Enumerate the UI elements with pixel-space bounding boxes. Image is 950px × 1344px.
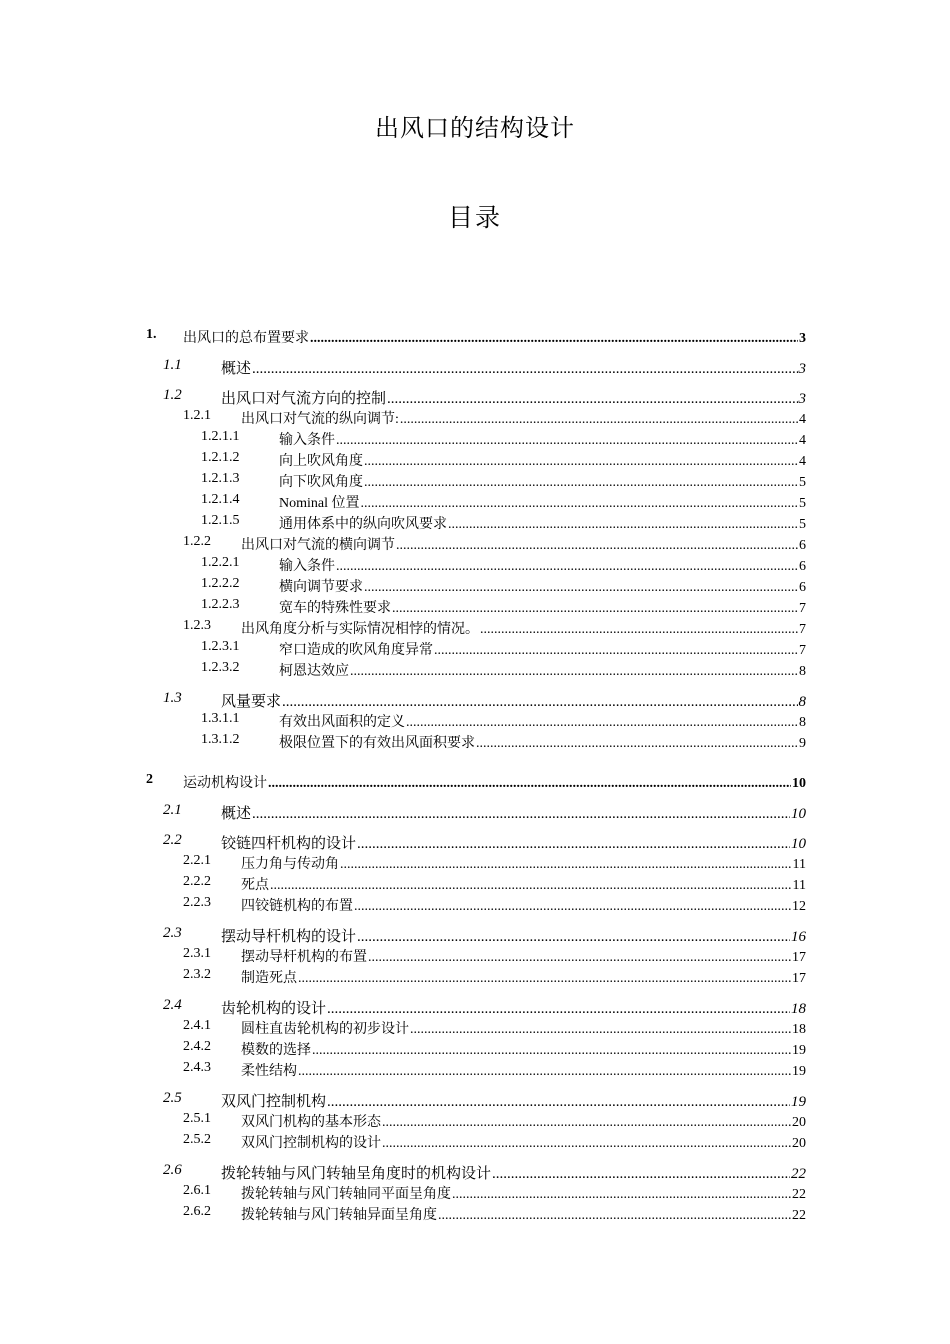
toc-entry-page-number: 19 [792,1064,806,1079]
toc-entry-page-number: 4 [799,454,806,469]
toc-entry-number: 1.2.2 [183,534,211,549]
dot-leader [364,580,798,596]
toc-entry-label: 制造死点 [241,971,297,986]
toc-entry-number: 2.3 [163,925,182,941]
toc-entry-page-number: 6 [799,580,806,595]
dot-leader [364,454,798,470]
toc-entry-page-number: 10 [792,776,806,791]
dot-leader [310,331,798,347]
dot-leader [396,538,798,554]
toc-entry-label: 横向调节要求 [279,580,363,595]
toc-entry-number: 2.2.2 [183,874,211,889]
toc-entry[interactable] [0,513,950,533]
toc-entry-label: 风量要求 [221,694,282,710]
toc-entry-number: 1. [146,327,157,342]
toc-entry[interactable] [0,1204,950,1224]
toc-entry[interactable] [0,853,950,873]
dot-leader [327,1001,790,1018]
toc-entry-number: 1.2.2.2 [201,576,240,591]
toc-entry-label: 窄口造成的吹风角度异常 [279,643,433,658]
dot-leader [410,1022,791,1038]
toc-entry-page-number: 8 [799,715,806,730]
dot-leader [252,806,790,823]
toc-entry-label: 输入条件 [279,433,335,448]
document-title: 出风口的结构设计 [375,116,575,142]
dot-leader [387,391,797,408]
dot-leader [382,1136,791,1152]
toc-entry-label: 概述 [221,806,252,822]
toc-entry-label: 概述 [221,361,252,377]
toc-entry-label: 运动机构设计 [183,776,267,791]
toc-entry-number: 1.2.1 [183,408,211,423]
toc-entry[interactable] [0,832,950,852]
toc-entry-label: 有效出风面积的定义 [279,715,405,730]
dot-leader [357,836,790,853]
toc-entry-page-number: 7 [799,643,806,658]
toc-entry[interactable] [0,534,950,554]
toc-entry-page-number: 17 [792,950,806,965]
toc-entry[interactable] [0,1060,950,1080]
toc-entry-label: 柯恩达效应 [279,664,349,679]
toc-entry[interactable] [0,387,950,407]
toc-entry-number: 2.4.1 [183,1018,211,1033]
toc-heading: 目录 [447,205,502,232]
toc-entry-label: 四铰链机构的布置 [241,899,353,914]
toc-entry-label: 双风门机构的基本形态 [241,1115,381,1130]
toc-entry[interactable] [0,492,950,512]
toc-entry-label: 双风门控制机构 [221,1094,327,1110]
toc-entry-page-number: 8 [798,694,806,710]
dot-leader [298,1064,791,1080]
toc-entry-label: 出风口对气流方向的控制 [221,391,387,407]
toc-entry-number: 1.2.3.1 [201,639,240,654]
toc-entry[interactable] [0,925,950,945]
toc-entry-page-number: 3 [798,391,806,407]
toc-entry-page-number: 22 [791,1166,806,1182]
dot-leader [434,643,798,659]
toc-entry-page-number: 12 [792,899,806,914]
toc-entry-page-number: 5 [799,517,806,532]
dot-leader [270,878,792,894]
toc-entry[interactable] [0,997,950,1017]
dot-leader [364,475,798,491]
toc-entry-page-number: 4 [799,412,806,427]
dot-leader [312,1043,791,1059]
dot-leader [354,899,791,915]
toc-entry-page-number: 3 [798,361,806,377]
dot-leader [480,622,798,638]
toc-entry-number: 1.2.3 [183,618,211,633]
dot-leader [336,433,798,449]
toc-entry[interactable] [0,408,950,428]
dot-leader [357,929,790,946]
toc-entry-number: 1.2.1.3 [201,471,240,486]
toc-entry-number: 1.3 [163,690,182,706]
toc-entry-label: 向下吹风角度 [279,475,363,490]
dot-leader [400,412,798,428]
toc-entry-label: 极限位置下的有效出风面积要求 [279,736,475,751]
toc-entry-number: 1.2.1.5 [201,513,240,528]
toc-entry-number: 2.5.2 [183,1132,211,1147]
toc-entry-label: 拨轮转轴与风门转轴异面呈角度 [241,1208,437,1223]
toc-entry[interactable] [0,946,950,966]
toc-entry-label: 拨轮转轴与风门转轴呈角度时的机构设计 [221,1166,492,1182]
toc-entry-page-number: 18 [792,1022,806,1037]
toc-entry[interactable] [0,660,950,680]
toc-entry-number: 1.2 [163,387,182,403]
toc-entry-page-number: 10 [791,806,806,822]
toc-entry[interactable] [0,802,950,822]
toc-entry[interactable] [0,1162,950,1182]
toc-entry-page-number: 9 [799,736,806,751]
dot-leader [327,1094,790,1111]
dot-leader [406,715,798,731]
toc-entry-number: 2.3.1 [183,946,211,961]
toc-entry[interactable] [0,1039,950,1059]
toc-entry-number: 2.2.3 [183,895,211,910]
toc-entry[interactable] [0,895,950,915]
toc-entry-page-number: 3 [799,331,806,346]
toc-entry-number: 2.4.2 [183,1039,211,1054]
toc-entry-page-number: 11 [792,878,806,893]
toc-entry-number: 2.5.1 [183,1111,211,1126]
toc-entry-number: 2.4 [163,997,182,1013]
toc-entry-number: 1.2.3.2 [201,660,240,675]
toc-entry-label: Nominal 位置 [279,496,360,511]
toc-entry-page-number: 7 [799,622,806,637]
toc-entry-number: 2 [146,772,153,787]
toc-entry-page-number: 16 [791,929,806,945]
dot-leader [392,601,798,617]
toc-entry[interactable] [0,967,950,987]
toc-entry-label: 通用体系中的纵向吹风要求 [279,517,447,532]
toc-entry[interactable] [0,1132,950,1152]
toc-entry-page-number: 20 [792,1115,806,1130]
toc-entry-page-number: 11 [792,857,806,872]
dot-leader [452,1187,791,1203]
toc-entry[interactable] [0,597,950,617]
toc-entry-label: 输入条件 [279,559,335,574]
toc-entry-label: 双风门控制机构的设计 [241,1136,381,1151]
toc-entry-page-number: 22 [792,1208,806,1223]
toc-entry-page-number: 8 [799,664,806,679]
toc-entry[interactable] [0,639,950,659]
toc-entry-number: 2.6.1 [183,1183,211,1198]
dot-leader [268,776,791,792]
toc-entry-label: 压力角与传动角 [241,857,339,872]
toc-entry-page-number: 18 [791,1001,806,1017]
toc-entry[interactable] [0,450,950,470]
toc-entry-number: 1.2.1.2 [201,450,240,465]
toc-entry[interactable] [0,576,950,596]
toc-entry[interactable] [0,357,950,377]
toc-entry-label: 出风角度分析与实际情况相悖的情况。 [241,622,479,637]
toc-entry[interactable] [0,732,950,752]
dot-leader [368,950,791,966]
dot-leader [298,971,791,987]
toc-entry-page-number: 5 [799,475,806,490]
toc-entry[interactable] [0,471,950,491]
toc-entry-label: 圆柱直齿轮机构的初步设计 [241,1022,409,1037]
dot-leader [252,361,797,378]
toc-entry-page-number: 17 [792,971,806,986]
toc-entry-number: 1.1 [163,357,182,373]
toc-entry[interactable] [0,874,950,894]
dot-leader [336,559,798,575]
toc-entry[interactable] [0,772,950,792]
toc-entry-page-number: 6 [799,538,806,553]
toc-entry-number: 2.1 [163,802,182,818]
toc-entry-page-number: 6 [799,559,806,574]
dot-leader [340,857,792,873]
toc-entry-page-number: 4 [799,433,806,448]
dot-leader [448,517,798,533]
toc-entry-number: 1.3.1.2 [201,732,240,747]
toc-entry-number: 1.2.2.3 [201,597,240,612]
toc-entry-page-number: 7 [799,601,806,616]
toc-entry-number: 2.6 [163,1162,182,1178]
toc-entry-label: 出风口对气流的横向调节 [241,538,395,553]
dot-leader [282,694,797,711]
toc-entry-number: 1.2.1.1 [201,429,240,444]
toc-entry-number: 2.2.1 [183,853,211,868]
toc-entry-label: 铰链四杆机构的设计 [221,836,357,852]
dot-leader [438,1208,791,1224]
toc-entry-number: 1.3.1.1 [201,711,240,726]
toc-entry-label: 拨轮转轴与风门转轴同平面呈角度 [241,1187,451,1202]
toc-entry-number: 2.6.2 [183,1204,211,1219]
toc-entry-label: 齿轮机构的设计 [221,1001,327,1017]
toc-entry-page-number: 5 [799,496,806,511]
toc-entry-label: 摆动导杆机构的布置 [241,950,367,965]
toc-entry-label: 出风口的总布置要求 [183,331,309,346]
toc-entry[interactable] [0,618,950,638]
toc-entry[interactable] [0,1090,950,1110]
toc-entry-page-number: 22 [792,1187,806,1202]
dot-leader [350,664,798,680]
toc-entry-label: 出风口对气流的纵向调节: [241,412,399,427]
toc-entry-page-number: 19 [792,1043,806,1058]
toc-entry[interactable] [0,555,950,575]
toc-entry-number: 1.2.1.4 [201,492,240,507]
toc-entry-number: 2.5 [163,1090,182,1106]
toc-entry-label: 柔性结构 [241,1064,297,1079]
toc-entry-label: 模数的选择 [241,1043,311,1058]
toc-entry[interactable] [0,1111,950,1131]
dot-leader [382,1115,791,1131]
toc-entry[interactable] [0,429,950,449]
toc-entry-label: 宽车的特殊性要求 [279,601,391,616]
toc-entry[interactable] [0,690,950,710]
toc-entry-page-number: 20 [792,1136,806,1151]
toc-entry[interactable] [0,1183,950,1203]
toc-entry-label: 摆动导杆机构的设计 [221,929,357,945]
dot-leader [361,496,799,512]
dot-leader [492,1166,790,1183]
toc-entry-number: 2.2 [163,832,182,848]
toc-entry[interactable] [0,1018,950,1038]
toc-entry-page-number: 19 [791,1094,806,1110]
toc-entry-page-number: 10 [791,836,806,852]
toc-entry-number: 1.2.2.1 [201,555,240,570]
toc-entry-number: 2.3.2 [183,967,211,982]
toc-entry-number: 2.4.3 [183,1060,211,1075]
toc-entry-label: 向上吹风角度 [279,454,363,469]
dot-leader [476,736,798,752]
toc-entry[interactable] [0,711,950,731]
toc-entry-label: 死点 [241,878,269,893]
toc-entry[interactable] [0,327,950,347]
